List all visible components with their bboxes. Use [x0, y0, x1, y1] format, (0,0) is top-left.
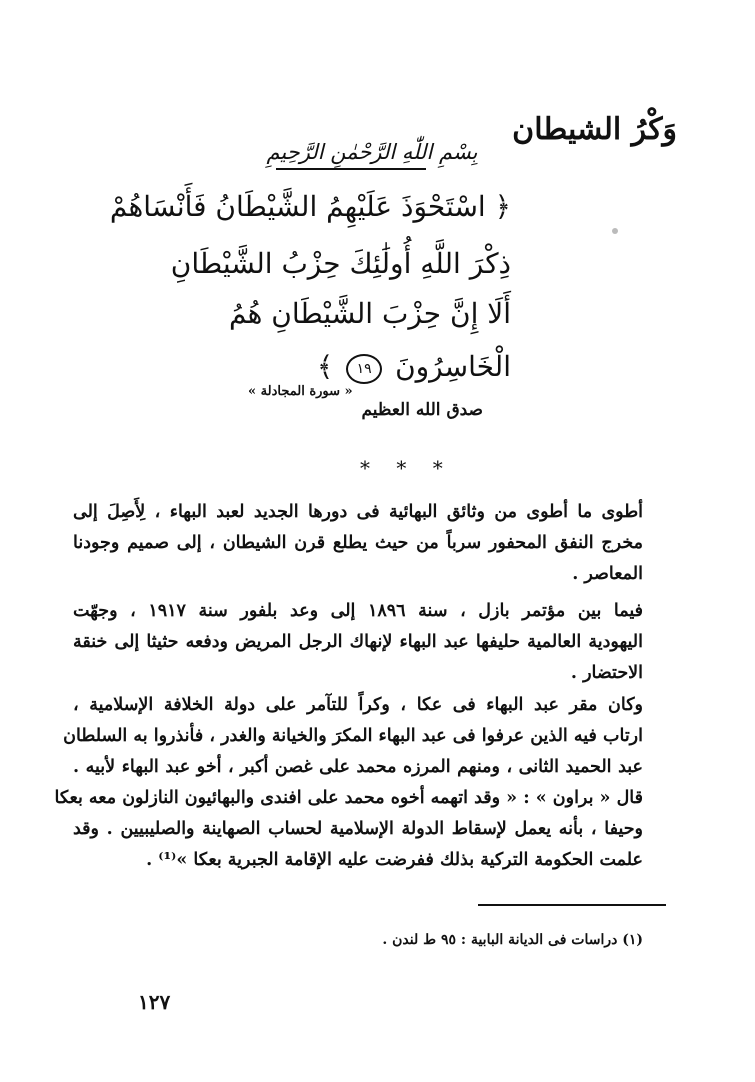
paragraph-line: فيما بين مؤتمر بازل ، سنة ١٨٩٦ إلى وعد بلفور سنة ١٩١٧ ، وجهّت: [73, 601, 643, 621]
footnote-divider: [478, 904, 666, 906]
verse-line-last: [317, 350, 511, 384]
basmala: [232, 140, 512, 180]
paragraph-line: الاحتضار .: [570, 663, 643, 683]
paragraph-line: اليهودية العالمية حليفها عبد البهاء لإنهاك الرجل المريض ودفعه حثيثا إلى خنقة: [73, 632, 643, 652]
footnote: (١) دراسات فى الديانة البابية : ٩٥ ط لندن .: [382, 932, 643, 948]
basmala-underline: [276, 168, 426, 170]
verse-line: أَلَا إِنَّ حِزْبَ الشَّيْطَانِ هُمُ: [228, 297, 511, 330]
paragraph-line: عبد الحميد الثانى ، ومنهم المرزه محمد على غصن أكبر ، أخو عبد البهاء لأبيه .: [73, 757, 643, 777]
section-separator: * * *: [360, 456, 453, 480]
page-number: ١٢٧: [138, 990, 171, 1014]
verse-text: الْخَاسِرُونَ: [395, 350, 511, 383]
paragraph-line: علمت الحكومة التركية بذلك ففرضت عليه الإقامة الجبرية بعكا »⁽¹⁾ .: [146, 850, 643, 870]
verse-close-bracket: ﴾: [316, 350, 334, 383]
surah-reference: « سورة المجادلة »: [248, 384, 353, 399]
sadaqa-text: صدق الله العظيم: [361, 400, 483, 420]
basmala-text: بِسْمِ اللّٰهِ الرَّحْمٰنِ الرَّحِيمِ: [266, 140, 478, 164]
paragraph-line: أطوى ما أطوى من وثائق البهائية فى دورها الجديد لعبد البهاء ، لِأَصِلَ إلى: [73, 502, 643, 522]
paper-speck: [612, 228, 618, 234]
paragraph-line: قال « براون » : « وقد اتهمه أخوه محمد على افندى والبهائيون النازلون معه بعكا: [54, 788, 643, 808]
paragraph-line: مخرج النفق المحفور سرباً من حيث يطلع قرن الشيطان ، إلى صميم وجودنا: [73, 533, 643, 553]
paragraph-line: المعاصر .: [572, 564, 643, 584]
chapter-title: وَكْرُ الشيطان: [512, 112, 677, 147]
verse-line: ذِكْرَ اللَّهِ أُولَٰئِكَ حِزْبُ الشَّيْطَانِ: [170, 247, 511, 280]
paragraph-line: وحيفا ، بأنه يعمل لإسقاط الدولة الإسلامية لحساب الصهاينة والصليبيين . وقد: [73, 819, 643, 839]
paragraph-line: وكان مقر عبد البهاء فى عكا ، وكراً للتآمر على دولة الخلافة الإسلامية ،: [73, 695, 643, 715]
ayah-number: ١٩: [346, 354, 382, 384]
paragraph: [73, 497, 643, 590]
paragraph: [54, 690, 643, 876]
paragraph: [73, 596, 643, 689]
verse-line: ﴿ اسْتَحْوَذَ عَلَيْهِمُ الشَّيْطَانُ فَأَنْسَاهُمْ: [109, 190, 511, 223]
paragraph-line: ارتاب فيه الذين عرفوا فى عبد البهاء المكرَ والخيانة والغدر ، فأنذروا به السلطان: [63, 726, 643, 746]
